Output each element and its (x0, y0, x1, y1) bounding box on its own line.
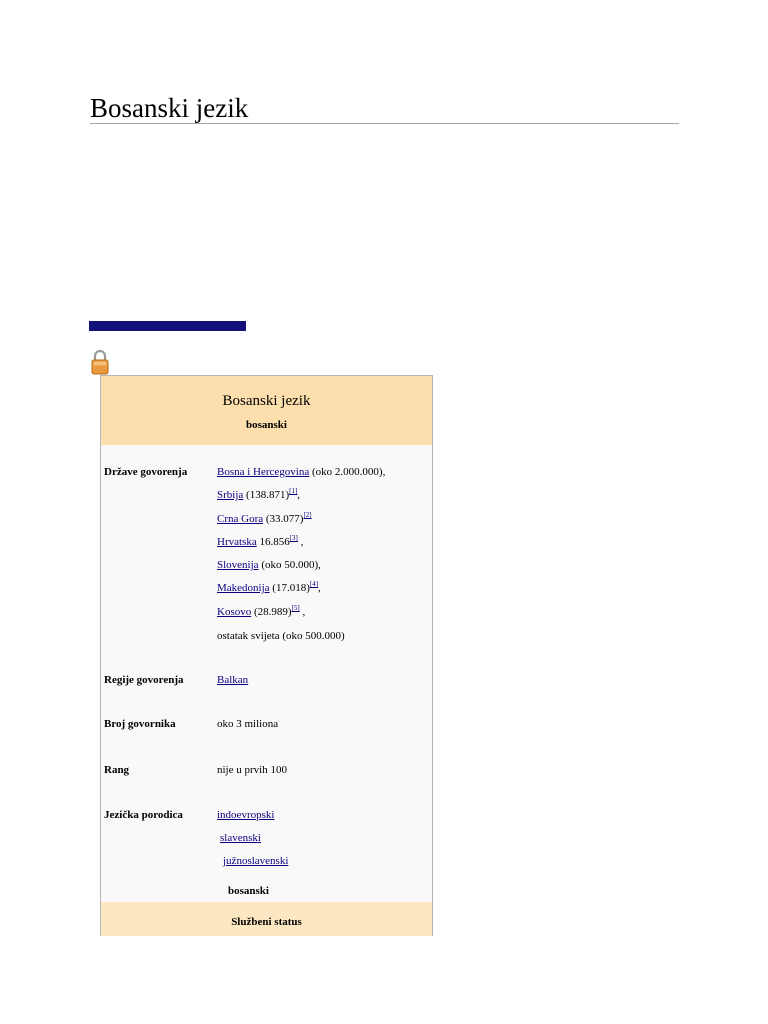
countries-rest: ostatak svijeta (oko 500.000) (217, 630, 345, 642)
infobox-native-name: bosanski (246, 419, 287, 431)
country-row (217, 535, 303, 549)
country-row (217, 512, 312, 526)
value-speakers: oko 3 miliona (217, 718, 279, 730)
country-detail: (oko 2.000.000), (309, 466, 386, 478)
label-speakers: Broj govornika (104, 718, 176, 730)
citation-ref[interactable]: [2] (303, 511, 312, 519)
family-leaf: bosanski (228, 885, 269, 897)
country-link[interactable]: Bosna i Hercegovina (217, 466, 310, 478)
country-trailing: , (299, 606, 306, 618)
country-link[interactable]: Kosovo (217, 606, 252, 618)
link-balkan[interactable]: Balkan (217, 674, 249, 686)
country-link[interactable]: Srbija (217, 489, 244, 501)
label-countries: Države govorenja (104, 466, 188, 478)
page-title: Bosanski jezik (90, 93, 249, 123)
country-row (217, 581, 321, 595)
country-detail: (33.077) (263, 513, 304, 525)
link-juznoslavenski[interactable]: južnoslavenski (223, 855, 289, 867)
country-detail: (oko 50.000), (258, 559, 321, 571)
label-family: Jezička porodica (104, 809, 183, 821)
link-indoevropski[interactable]: indoevropski (217, 809, 275, 821)
value-rank: nije u prvih 100 (217, 764, 287, 776)
country-link[interactable]: Makedonija (217, 582, 270, 594)
country-link[interactable]: Crna Gora (217, 513, 264, 525)
official-status-header (101, 902, 432, 936)
padlock-icon (91, 349, 109, 375)
language-infobox (100, 375, 433, 936)
country-link[interactable]: Hrvatska (217, 536, 257, 548)
country-trailing: , (297, 489, 301, 501)
title-divider (90, 123, 679, 124)
country-row (217, 558, 321, 572)
citation-ref[interactable]: [4] (309, 580, 319, 588)
citation-ref[interactable]: [1] (289, 487, 298, 495)
infobox-header (101, 376, 432, 445)
label-regions: Regije govorenja (104, 674, 184, 686)
citation-ref[interactable]: [3] (289, 534, 298, 542)
country-detail: (17.018) (269, 582, 310, 594)
country-row (217, 465, 385, 479)
country-detail: (138.871) (243, 489, 290, 501)
country-trailing: , (318, 582, 321, 594)
infobox-title: Bosanski jezik (222, 393, 311, 409)
banner-bar (89, 321, 246, 331)
link-slavenski[interactable]: slavenski (220, 832, 261, 844)
citation-ref[interactable]: [5] (291, 604, 300, 612)
label-rank: Rang (104, 764, 130, 776)
country-row (217, 488, 300, 502)
country-link[interactable]: Slovenija (217, 559, 259, 571)
official-status-label: Službeni status (231, 916, 302, 928)
country-detail: (28.989) (251, 606, 292, 618)
country-row (217, 605, 305, 619)
country-detail: 16.856 (256, 536, 290, 548)
country-trailing: , (297, 536, 304, 548)
